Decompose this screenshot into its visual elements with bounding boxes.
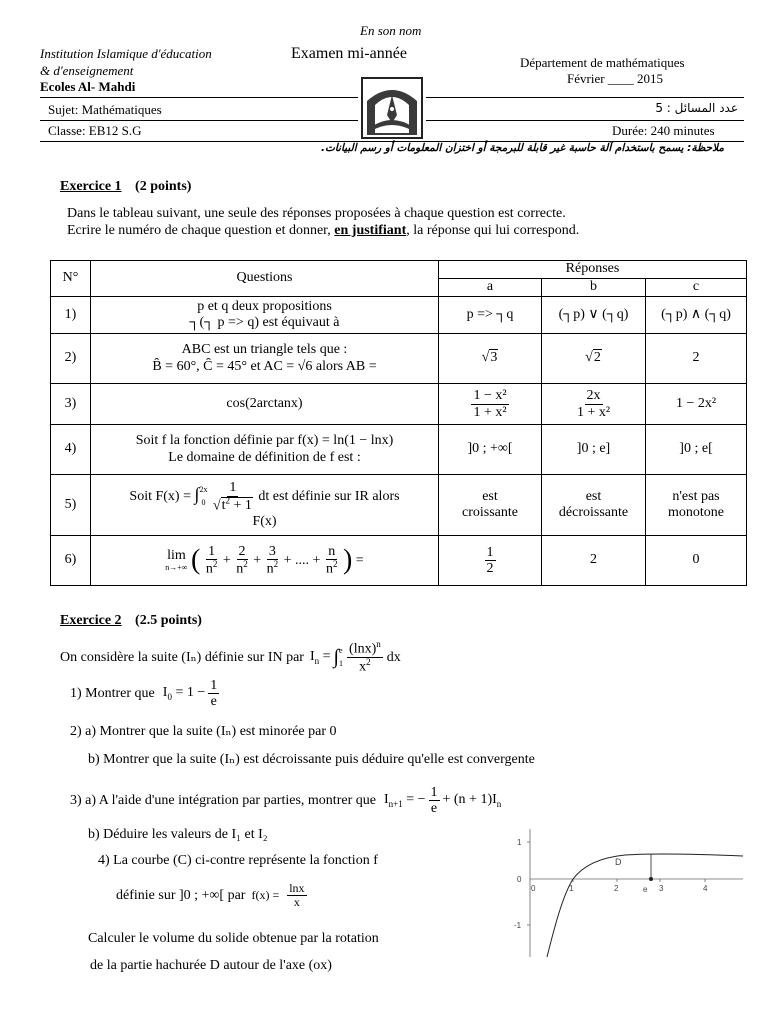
exercise1-intro2: Ecrire le numéro de chaque question et donner, en justifiant, la réponse qui lui correspond. — [67, 223, 580, 238]
answer-c: 0 — [646, 536, 747, 586]
exercise1-title: Exercice 1 — [60, 179, 122, 194]
col-questions-header: Questions — [91, 261, 439, 297]
answer-a: $\frac{\text{1 − x²}}{\text{1 + x²}}$ — [439, 384, 542, 425]
department: Département de mathématiques — [520, 55, 685, 70]
answer-b: ]0 ; e] — [542, 425, 646, 475]
class: Classe: EB12 S.G — [48, 123, 142, 138]
exercise2-intro: On considère la suite (Iₙ) définie sur IN par $I_n$ = ∫ e 1 $\frac{(\ln x)^n}{x^2}$ dx — [60, 639, 401, 675]
answer-c: n'est pas monotone — [646, 475, 747, 536]
col-responses-header: Réponses — [439, 261, 747, 279]
answer-c: 1 − 2x² — [646, 384, 747, 425]
exercise2-q3a: 3) a) A l'aide d'une intégration par parties, montrer que $I_{n+1}$ = − $\frac{1}{e}$ + $(n + 1)I_n$ — [70, 785, 502, 817]
arabic-note: ملاحظة: يسمح باستخدام آلة حاسبة غير قابلة للبرمجة أو اختزان المعلومات أو رسم البيانات. — [320, 142, 724, 154]
problem-count: عدد المسائل : 5 — [655, 101, 738, 115]
answer-c: ]0 ; e[ — [646, 425, 747, 475]
x-tick-label: 0 — [531, 884, 536, 893]
table-row: 3) cos(2arctanx) $\frac{\text{1 − x²}}{\text{1 + x²}}$ $\frac{2x}{\text{1 + x²}}$ 1 − 2x² — [51, 384, 747, 425]
x-tick-label: 3 — [659, 884, 664, 893]
exercise2-q4-calc2: de la partie hachurée D autour de l'axe (ox) — [90, 958, 332, 973]
exercise2-q1: 1) Montrer que $I_0 = 1$ − $\frac{1}{e}$ — [70, 678, 218, 710]
exercise2-q2b: b) Montrer que la suite (Iₙ) est décroissante puis déduire qu'elle est convergente — [88, 752, 535, 767]
col-b-header: b — [542, 279, 646, 297]
answer-c: 2 — [646, 334, 747, 384]
answer-b: $\frac{2x}{\text{1 + x²}}$ — [542, 384, 646, 425]
exercise1-points: (2 points) — [135, 179, 192, 194]
table-row: 1) p et q deux propositions ┐(┐ p => q) est équivaut à p => ┐q (┐p) ∨ (┐q) (┐p) ∧ (┐q) — [51, 297, 747, 334]
e-label: e — [643, 885, 648, 894]
exercise2-q4-calc1: Calculer le volume du solide obtenue par la rotation — [88, 931, 379, 946]
exercise2-q2a: 2) a) Montrer que la suite (Iₙ) est minorée par 0 — [70, 724, 337, 739]
exercise2-title: Exercice 2 — [60, 613, 122, 628]
answer-b: 2 — [542, 536, 646, 586]
exam-date: Février ____ 2015 — [567, 71, 664, 86]
table-row: 6) lim n→+∞ ( $\frac{1}{n^2}$ + $\frac{2}{n^2}$ + $\frac{3}{n^2}$ + .... + $\frac{n}{n^2}$ ) = $\frac{1}{2}$ 2 0 — [51, 536, 747, 586]
curve-c — [547, 854, 743, 957]
exam-title: Examen mi-année — [291, 45, 407, 62]
school-logo — [361, 77, 423, 139]
x-tick-label: 1 — [569, 884, 574, 893]
x-tick-label: 2 — [614, 884, 619, 893]
answer-c: (┐p) ∧ (┐q) — [646, 297, 747, 334]
answer-a: √3 — [439, 334, 542, 384]
col-n-header: N° — [51, 261, 91, 297]
questions-table — [50, 260, 747, 586]
exercise1-intro1: Dans le tableau suivant, une seule des réponses proposées à chaque question est correcte. — [67, 206, 566, 221]
col-c-header: c — [646, 279, 747, 297]
answer-b: est décroissante — [542, 475, 646, 536]
exercise2-q4-def: définie sur ]0 ; +∞[ par f(x) = $\frac{\ln x}{x}$ — [116, 881, 305, 910]
table-row: 4) Soit f la fonction définie par f(x) = ln(1 − lnx) Le domaine de définition de f est : ]0 ; +∞[ ]0 ; e] ]0 ; e[ — [51, 425, 747, 475]
function-graph — [495, 825, 745, 960]
answer-b: √2 — [542, 334, 646, 384]
point-e — [649, 877, 653, 881]
table-row: 2) ABC est un triangle tels que : B̂ = 60°, Ĉ = 45° et AC = √6 alors AB = √3 √2 2 — [51, 334, 747, 384]
answer-a: est croissante — [439, 475, 542, 536]
x-tick-label: 4 — [703, 884, 708, 893]
col-a-header: a — [439, 279, 542, 297]
subject: Sujet: Mathématiques — [48, 102, 162, 117]
invocation: En son nom — [360, 23, 422, 38]
institution-line2: & d'enseignement — [40, 63, 134, 78]
school-name: Ecoles Al- Mahdi — [40, 79, 136, 94]
answer-a: p => ┐q — [439, 297, 542, 334]
duration: Durée: 240 minutes — [612, 123, 715, 138]
answer-a: $\frac{1}{2}$ — [439, 536, 542, 586]
y-tick-label: -1 — [514, 921, 522, 930]
exercise2-q3b: b) Déduire les valeurs de I₁ et I₂ — [88, 827, 268, 842]
exercise2-points: (2.5 points) — [135, 613, 202, 628]
exercise2-q4: 4) La courbe (C) ci-contre représente la fonction f — [98, 853, 378, 868]
institution-line1: Institution Islamique d'éducation — [40, 46, 212, 61]
y-tick-label: 1 — [517, 838, 522, 847]
answer-b: (┐p) ∨ (┐q) — [542, 297, 646, 334]
y-tick-label: 0 — [517, 875, 522, 884]
table-row: 5) Soit F(x) = ∫ 2x 0 $\frac{1}{√t^2 + 1}$ dt est définie sur IR alors F(x) est croissante est décroissante n'est pas monotone — [51, 475, 747, 536]
answer-a: ]0 ; +∞[ — [439, 425, 542, 475]
region-d-label: D — [615, 857, 622, 867]
